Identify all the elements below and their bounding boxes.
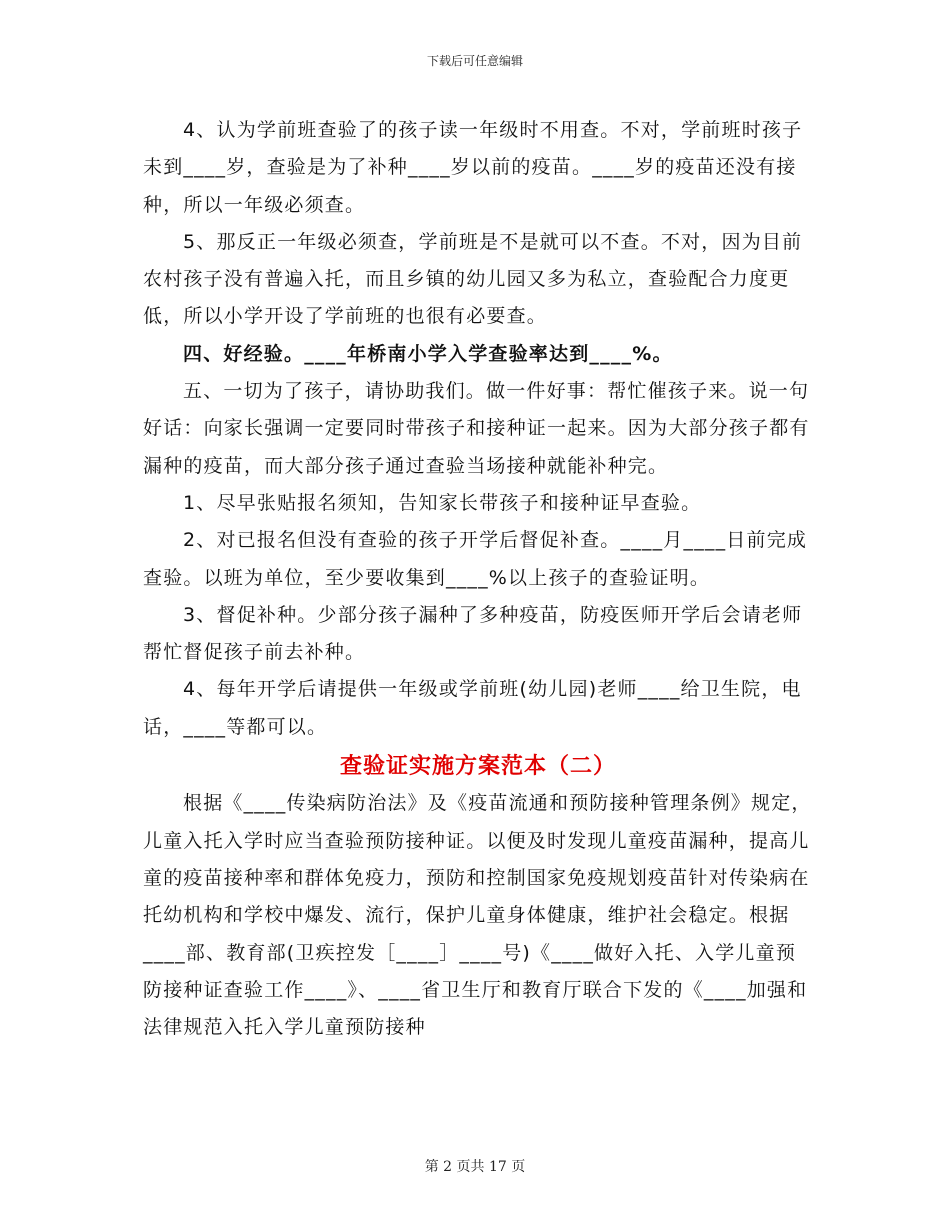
paragraph-for-children: 五、一切为了孩子，请协助我们。做一件好事：帮忙催孩子来。说一句好话：向家长强调一定要同时带孩子和接种证一起来。因为大部分孩子都有漏种的疫苗，而大部分孩子通过查验当场接种就能补种完。	[143, 380, 810, 477]
paragraph-item-3-supplement: 3、督促补种。少部分孩子漏种了多种疫苗，防疫医师开学后会请老师帮忙督促孩子前去补种。	[143, 603, 803, 664]
paragraph-good-experience: 四、好经验。____年桥南小学入学查验率达到____%。	[183, 342, 673, 365]
document-body	[143, 112, 813, 1046]
paragraph-legal-basis: 根据《____传染病防治法》及《疫苗流通和预防接种管理条例》规定，儿童入托入学时应当查验预防接种证。以便及时发现儿童疫苗漏种，提高儿童的疫苗接种率和群体免疫力，预防和控制国家免疫规划疫苗针对传染病在托幼机构和学校中爆发、流行，保护儿童身体健康，维护社会稳定。根据____部、教育部(卫疾控发［____］____号)《____做好入托、入学儿童预防接种证查验工作____》、____省卫生厅和教育厅联合下发的《____加强和法律规范入托入学儿童预防接种	[143, 792, 812, 1039]
paragraph-item-4-teacher: 4、每年开学后请提供一年级或学前班(幼儿园)老师____给卫生院，电话，____等都可以。	[143, 678, 802, 738]
section-title: 查验证实施方案范本（二）	[339, 754, 616, 780]
page-header: 下载后可任意编辑	[426, 54, 523, 68]
paragraph-item-2-recheck: 2、对已报名但没有查验的孩子开学后督促补查。____月____日前完成查验。以班为单位，至少要收集到____%以上孩子的查验证明。	[143, 529, 808, 589]
paragraph-item-5-preschool: 5、那反正一年级必须查，学前班是不是就可以不查。不对，因为目前农村孩子没有普遍入托，而且乡镇的幼儿园又多为私立，查验配合力度更低，所以小学开设了学前班的也很有必要查。	[143, 230, 803, 328]
paragraph-item-1-notice: 1、尽早张贴报名须知，告知家长带孩子和接种证早查验。	[183, 491, 702, 514]
paragraph-item-4-checkup: 4、认为学前班查验了的孩子读一年级时不用查。不对，学前班时孩子未到____岁，查验是为了补种____岁以前的疫苗。____岁的疫苗还没有接种，所以一年级必须查。	[143, 119, 803, 216]
page-footer: 第 2 页共 17 页	[424, 1159, 526, 1175]
